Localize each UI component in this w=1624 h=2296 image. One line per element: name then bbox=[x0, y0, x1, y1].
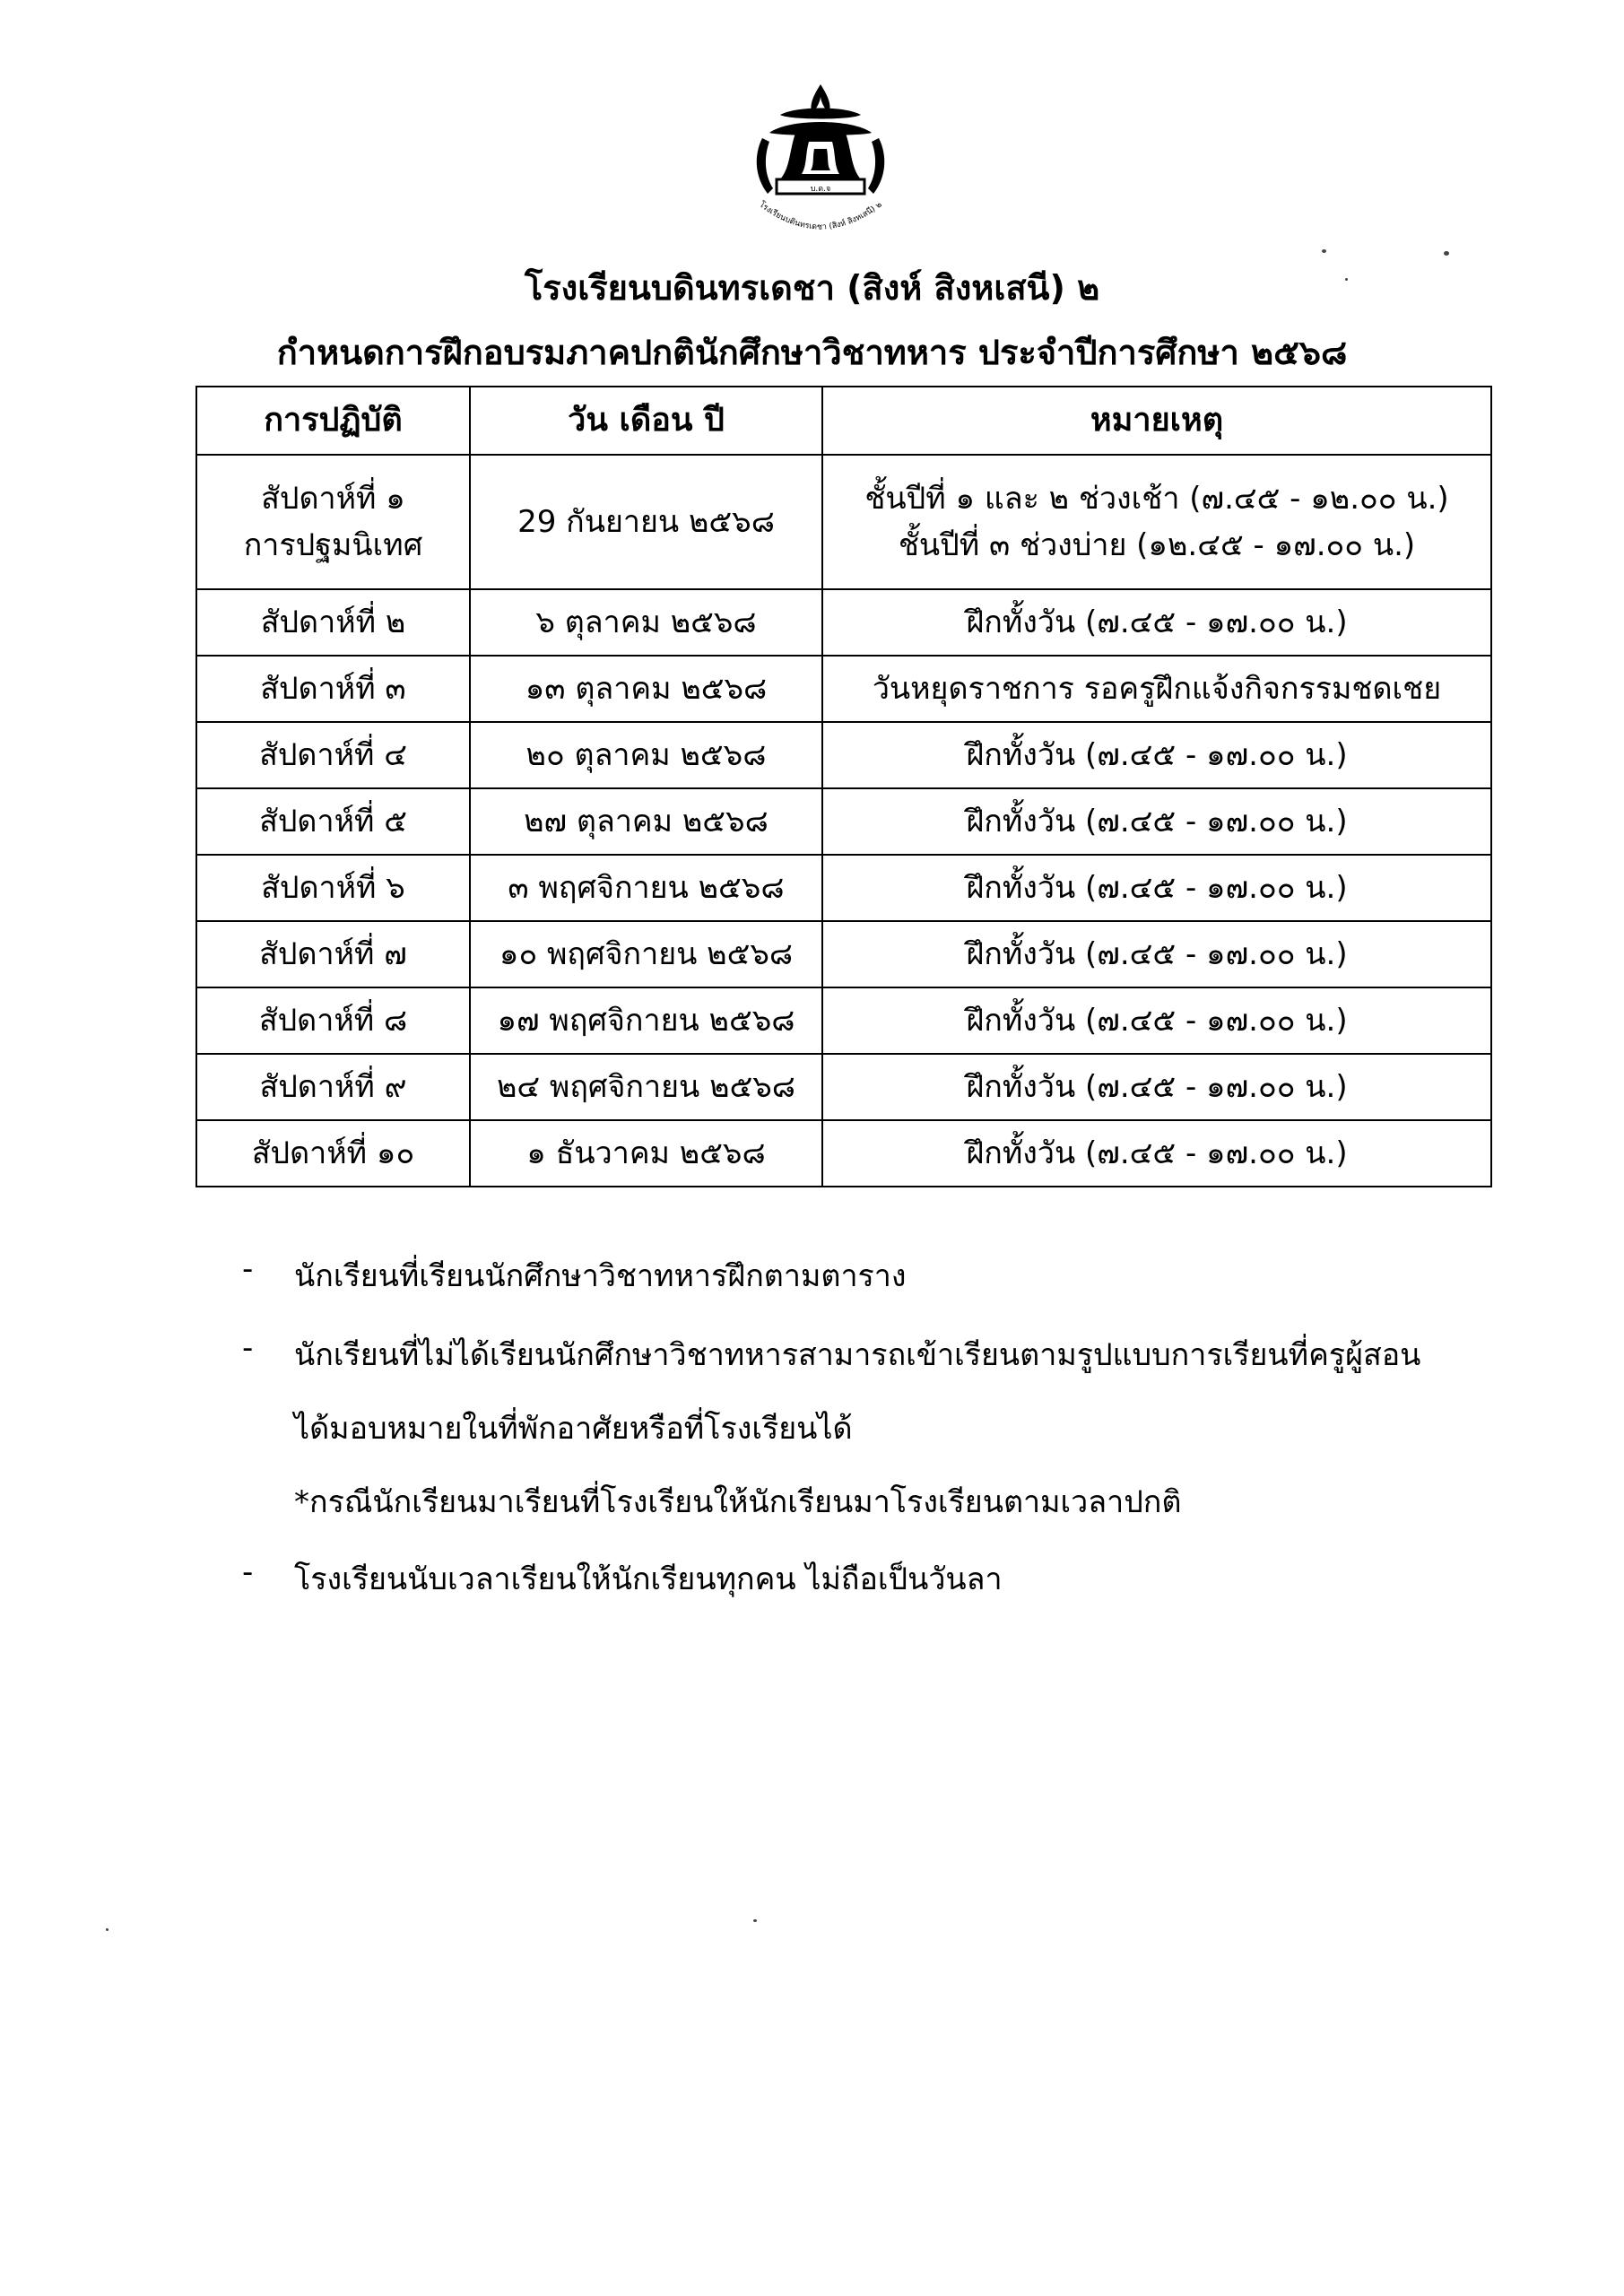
note-bullet: - bbox=[242, 1251, 254, 1287]
svg-text:โรงเรียนบดินทรเดชา (สิงห์ สิงห bbox=[757, 200, 883, 232]
school-name-heading: โรงเรียนบดินทรเดชา (สิงห์ สิงหเสนี) ๒ bbox=[524, 268, 1100, 308]
scan-speck bbox=[106, 1928, 109, 1931]
date-cell: ๑ ธันวาคม ๒๕๖๘ bbox=[470, 1120, 822, 1187]
table-row bbox=[196, 455, 1491, 589]
header-date: วัน เดือน ปี bbox=[470, 387, 822, 455]
training-schedule-table bbox=[195, 386, 1492, 1187]
remark-cell: ฝึกทั้งวัน (๗.๔๕ - ๑๗.๐๐ น.) bbox=[822, 589, 1491, 656]
schedule-title-heading: กำหนดการฝึกอบรมภาคปกตินักศึกษาวิชาทหาร ประจำปีการศึกษา ๒๕๖๘ bbox=[276, 333, 1348, 372]
remark-cell: ฝึกทั้งวัน (๗.๔๕ - ๑๗.๐๐ น.) bbox=[822, 855, 1491, 921]
date-cell: ๑๗ พฤศจิกายน ๒๕๖๘ bbox=[470, 987, 822, 1054]
table-row bbox=[196, 921, 1491, 987]
activity-week: สัปดาห์ที่ ๑ bbox=[261, 481, 405, 517]
note-text: ได้มอบหมายในที่พักอาศัยหรือที่โรงเรียนได้ bbox=[294, 1411, 853, 1447]
date-cell: ๑๓ ตุลาคม ๒๕๖๘ bbox=[470, 656, 822, 722]
remark-cell: วันหยุดราชการ รอครูฝึกแจ้งกิจกรรมชดเชย bbox=[822, 656, 1491, 722]
remark-cell bbox=[822, 455, 1491, 589]
activity-cell bbox=[196, 455, 470, 589]
scan-speck bbox=[753, 1919, 757, 1922]
table-header-row bbox=[196, 387, 1491, 455]
remark-cell: ฝึกทั้งวัน (๗.๔๕ - ๑๗.๐๐ น.) bbox=[822, 987, 1491, 1054]
table-row bbox=[196, 788, 1491, 855]
table-row bbox=[196, 1120, 1491, 1187]
activity-cell: สัปดาห์ที่ ๙ bbox=[196, 1054, 470, 1120]
activity-cell: สัปดาห์ที่ ๖ bbox=[196, 855, 470, 921]
remark-afternoon: ชั้นปีที่ ๓ ช่วงบ่าย (๑๒.๔๕ - ๑๗.๐๐ น.) bbox=[898, 527, 1416, 563]
logo-initials: บ.ด.จ bbox=[810, 185, 831, 194]
header-remark: หมายเหตุ bbox=[822, 387, 1491, 455]
header-activity: การปฏิบัติ bbox=[196, 387, 470, 455]
note-bullet: - bbox=[242, 1554, 254, 1590]
date-cell: 29 กันยายน ๒๕๖๘ bbox=[470, 455, 822, 589]
date-cell: ๒๗ ตุลาคม ๒๕๖๘ bbox=[470, 788, 822, 855]
note-text: นักเรียนที่เรียนนักศึกษาวิชาทหารฝึกตามตาราง bbox=[294, 1258, 907, 1294]
date-cell: ๒๔ พฤศจิกายน ๒๕๖๘ bbox=[470, 1054, 822, 1120]
scan-speck bbox=[1345, 278, 1348, 281]
date-cell: ๒๐ ตุลาคม ๒๕๖๘ bbox=[470, 722, 822, 788]
note-text: *กรณีนักเรียนมาเรียนที่โรงเรียนให้นักเรียนมาโรงเรียนตามเวลาปกติ bbox=[294, 1484, 1182, 1520]
date-cell: ๖ ตุลาคม ๒๕๖๘ bbox=[470, 589, 822, 656]
table-row bbox=[196, 987, 1491, 1054]
activity-cell: สัปดาห์ที่ ๓ bbox=[196, 656, 470, 722]
table-row bbox=[196, 656, 1491, 722]
activity-cell: สัปดาห์ที่ ๘ bbox=[196, 987, 470, 1054]
remark-cell: ฝึกทั้งวัน (๗.๔๕ - ๑๗.๐๐ น.) bbox=[822, 921, 1491, 987]
logo-caption: โรงเรียนบดินทรเดชา (สิงห์ สิงหเสนี) ๒ bbox=[757, 200, 884, 232]
remark-morning: ชั้นปีที่ ๑ และ ๒ ช่วงเช้า (๗.๔๕ - ๑๒.๐๐ น.) bbox=[864, 481, 1449, 517]
remark-cell: ฝึกทั้งวัน (๗.๔๕ - ๑๗.๐๐ น.) bbox=[822, 722, 1491, 788]
date-cell: ๓ พฤศจิกายน ๒๕๖๘ bbox=[470, 855, 822, 921]
remark-cell: ฝึกทั้งวัน (๗.๔๕ - ๑๗.๐๐ น.) bbox=[822, 1120, 1491, 1187]
note-text: โรงเรียนนับเวลาเรียนให้นักเรียนทุกคน ไม่ถือเป็นวันลา bbox=[294, 1561, 1003, 1597]
activity-cell: สัปดาห์ที่ ๗ bbox=[196, 921, 470, 987]
activity-cell: สัปดาห์ที่ ๑๐ bbox=[196, 1120, 470, 1187]
school-emblem-logo bbox=[726, 79, 915, 240]
table-row bbox=[196, 855, 1491, 921]
table-row bbox=[196, 589, 1491, 656]
scan-speck bbox=[1444, 251, 1449, 256]
scan-speck bbox=[1322, 249, 1326, 253]
date-cell: ๑๐ พฤศจิกายน ๒๕๖๘ bbox=[470, 921, 822, 987]
remark-cell: ฝึกทั้งวัน (๗.๔๕ - ๑๗.๐๐ น.) bbox=[822, 788, 1491, 855]
activity-cell: สัปดาห์ที่ ๔ bbox=[196, 722, 470, 788]
activity-cell: สัปดาห์ที่ ๒ bbox=[196, 589, 470, 656]
activity-orientation: การปฐมนิเทศ bbox=[243, 527, 423, 563]
remark-cell: ฝึกทั้งวัน (๗.๔๕ - ๑๗.๐๐ น.) bbox=[822, 1054, 1491, 1120]
note-bullet: - bbox=[242, 1330, 254, 1366]
table-row bbox=[196, 1054, 1491, 1120]
note-text: นักเรียนที่ไม่ได้เรียนนักศึกษาวิชาทหารสามารถเข้าเรียนตามรูปแบบการเรียนที่ครูผู้สอน bbox=[294, 1337, 1421, 1373]
activity-cell: สัปดาห์ที่ ๕ bbox=[196, 788, 470, 855]
table-row bbox=[196, 722, 1491, 788]
